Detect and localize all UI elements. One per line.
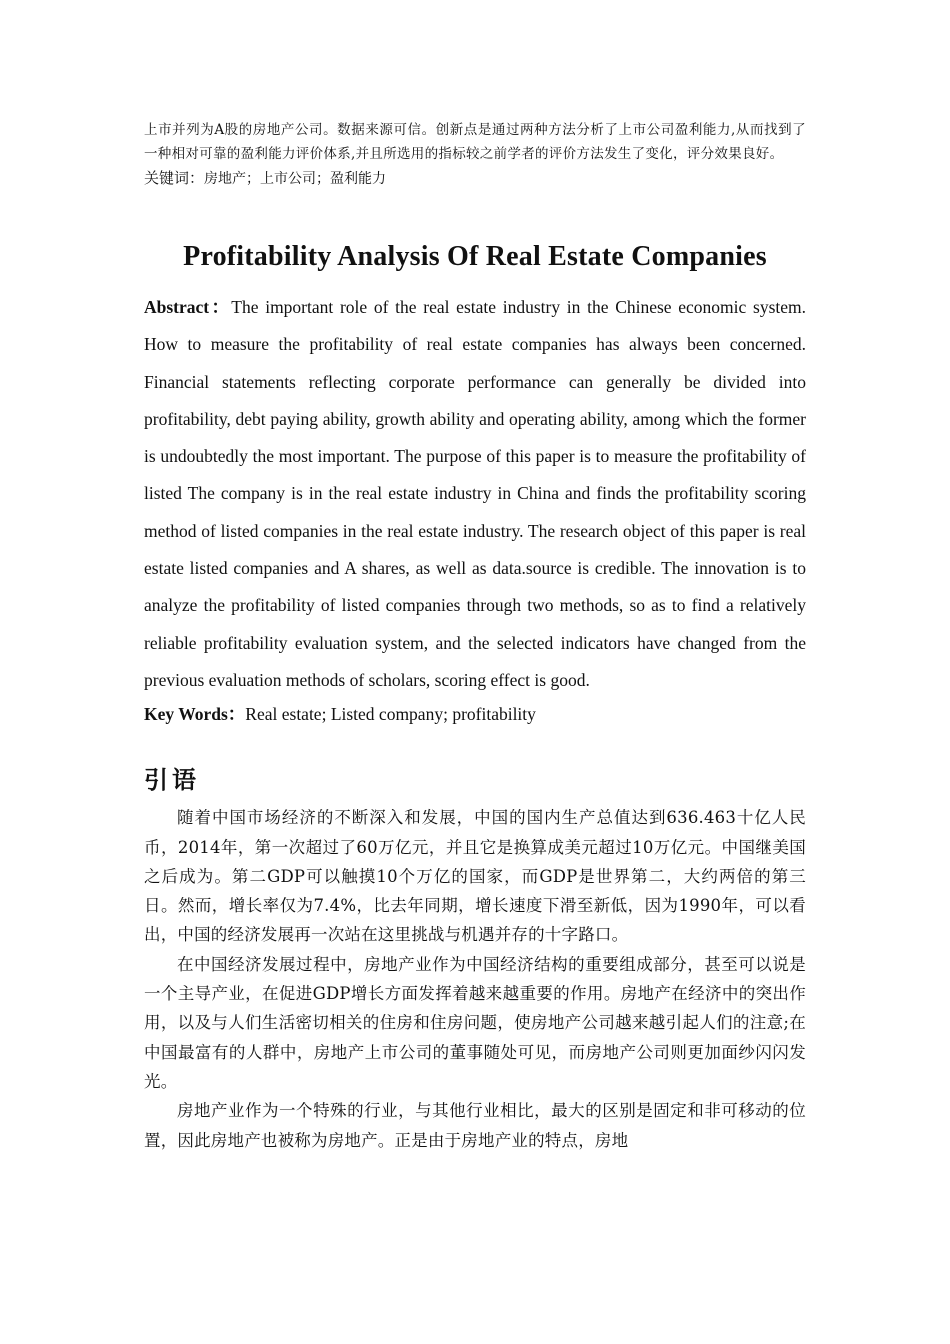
- body-paragraph-2: 在中国经济发展过程中，房地产业作为中国经济结构的重要组成部分，甚至可以说是一个主导产业，在促进GDP增长方面发挥着越来越重要的作用。房地产在经济中的突出作用，以及与人们生活密切相关的住房和住房问题，使房地产公司越来越引起人们的注意;在中国最富有的人群中，房地产上市公司的董事随处可见，而房地产公司则更加面纱闪闪发光。: [144, 954, 806, 1091]
- section-heading: 引语: [144, 766, 200, 795]
- english-keywords: [144, 699, 806, 729]
- chinese-abstract-tail: 上市并列为A股的房地产公司。数据来源可信。创新点是通过两种方法分析了上市公司盈利能力,从而找到了一种相对可靠的盈利能力评价体系,并且所选用的指标较之前学者的评价方法发生了变化，评分效果良好。: [144, 122, 806, 162]
- english-abstract: [144, 289, 806, 699]
- chinese-keywords-label: 关键词：: [144, 169, 205, 187]
- chinese-keywords: [144, 166, 806, 191]
- english-abstract-label: Abstract：: [144, 297, 232, 317]
- body-paragraph-1: 随着中国市场经济的不断深入和发展，中国的国内生产总值达到636.463十亿人民币，2014年，第一次超过了60万亿元，并且它是换算成美元超过10万亿元。中国继美国之后成为。第二GDP可以触摸10个万亿的国家，而GDP是世界第二，大约两倍的第三日。然而，增长率仅为7.4%，比去年同期，增长速度下滑至新低，因为1990年，可以看出，中国的经济发展再一次站在这里挑战与机遇并存的十字路口。: [144, 808, 806, 945]
- chinese-keywords-value: 房地产；上市公司；盈利能力: [204, 171, 387, 187]
- english-keywords-label: Key Words：: [144, 704, 246, 725]
- document-page: [144, 118, 806, 1155]
- english-keywords-value: Real estate; Listed company; profitability: [245, 704, 536, 725]
- english-abstract-text: The important role of the real estate industry in the Chinese economic system. How to measure the profitability of real estate companies has always been concerned. Financial statements reflecting corporate performance can generally be divided into profitability, debt paying ability, growth ability and operating ability, among which the former is undoubtedly the most important. The purpose of this paper is to measure the profitability of listed The company is in the real estate industry in China and finds the profitability scoring method of listed companies in the real estate industry. The research object of this paper is real estate listed companies and A shares, as well as data.source is credible. The innovation is to analyze the profitability of listed companies through two methods, so as to find a relatively reliable profitability evaluation system, and the selected indicators have changed from the previous evaluation methods of scholars, scoring effect is good.: [144, 297, 806, 690]
- body-paragraph-3: 房地产业作为一个特殊的行业，与其他行业相比，最大的区别是固定和非可移动的位置，因此房地产也被称为房地产。正是由于房地产业的特点，房地: [144, 1101, 806, 1150]
- english-title: Profitability Analysis Of Real Estate Companies: [183, 241, 767, 272]
